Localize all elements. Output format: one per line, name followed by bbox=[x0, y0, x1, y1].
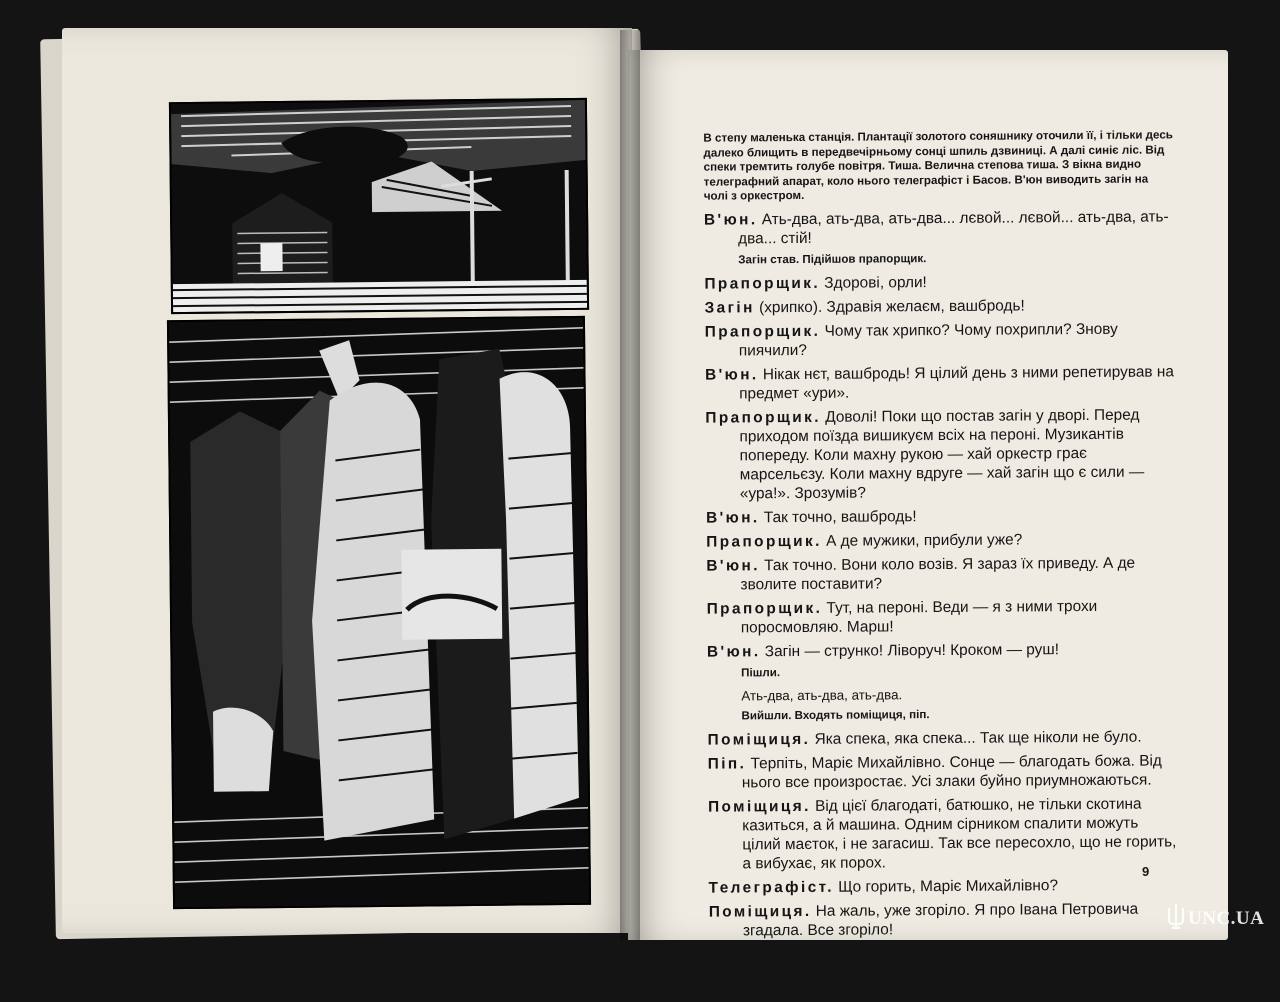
dialogue-line bbox=[709, 875, 1179, 897]
stage-direction: Вийшли. Входять поміщиця, піп. bbox=[741, 708, 930, 723]
dialogue-line bbox=[705, 295, 1175, 317]
dialogue-line bbox=[709, 942, 1179, 1002]
trident-watermark-icon bbox=[1166, 902, 1186, 932]
line-text: Так точно, вашбродь! bbox=[763, 507, 917, 526]
page-number: 9 bbox=[1142, 864, 1150, 879]
speaker-praporshchyk: Прапорщик. bbox=[704, 274, 821, 293]
dialogue-line bbox=[707, 639, 1177, 661]
line-text: Так точно. Вони коло возів. Я зараз їх приведу. А де зволите поставити? bbox=[740, 554, 1136, 593]
dialogue-line bbox=[705, 405, 1176, 503]
speaker-vyun: В'юн. bbox=[706, 556, 760, 575]
speaker-vyun: В'юн. bbox=[703, 211, 758, 229]
speaker-pip: Піп. bbox=[707, 755, 747, 773]
speaker-vyun: В'юн. bbox=[706, 642, 761, 661]
dialogue-line bbox=[709, 899, 1179, 940]
dialogue-line bbox=[708, 794, 1179, 873]
dialogue-line bbox=[704, 271, 1174, 293]
line-text: Ать-два, ать-два, ать-два... лєвой... лєвой... ать-два, ать-два... стій! bbox=[738, 208, 1169, 248]
speaker-telehrafist: Телеграфіст. bbox=[708, 878, 834, 897]
speaker-zahin: Загін bbox=[704, 298, 755, 317]
dialogue-line bbox=[707, 596, 1177, 637]
stage-direction-intro: В степу маленька станція. Плантації золотого соняшнику оточили її, і тільки десь далеко блищить в передвечірньому сонці шпиль дзвиниці. А далі синіє ліс. Від спеки тремтить голубе повітря. Тиша. Велична степова тиша. З вікна видно телеграфний апарат, коло нього телеграфіст і Басов. В'юн виводить загін на чолі з оркестром. bbox=[703, 128, 1173, 204]
speaker-praporshchyk: Прапорщик. bbox=[706, 599, 823, 618]
speaker-pomishchytsia: Поміщиця. bbox=[708, 797, 811, 816]
line-text: Загін — струнко! Ліворуч! Кроком — руш! bbox=[764, 640, 1060, 660]
book-gutter bbox=[620, 30, 640, 940]
speaker-praporshchyk: Прапорщик. bbox=[706, 532, 822, 551]
stage-direction: Пішли. bbox=[741, 665, 781, 679]
dialogue-line bbox=[706, 529, 1176, 551]
line-text: Тут, на пероні. Веди — я з ними трохи поросмовляю. Марш! bbox=[740, 597, 1098, 636]
line-text: Здравія желаєм, вашбродь! bbox=[826, 296, 1025, 316]
stage-direction: Загін став. Підійшов прапорщик. bbox=[738, 252, 927, 267]
line-text: Яка спека, яка спека... Так ще ніколи не було. bbox=[814, 728, 1142, 748]
dialogue-line bbox=[704, 207, 1174, 248]
dialogue-line bbox=[706, 505, 1176, 527]
dialogue-line bbox=[705, 319, 1175, 360]
speaker-vyun: В'юн. bbox=[704, 365, 759, 384]
line-text: На жаль, уже згоріло. Я про Івана Петровича згадала. Все згоріло! bbox=[742, 900, 1139, 940]
line-text: А де мужики, прибули уже? bbox=[825, 530, 1023, 550]
chant-line: Ать-два, ать-два, ать-два. bbox=[741, 687, 903, 704]
woodcut-figures-scene bbox=[167, 316, 591, 909]
line-text: Нікак нєт, вашбродь! Я цілий день з ними репетирував на предмет «ури». bbox=[739, 362, 1174, 402]
speaker-praporshchyk: Прапорщик. bbox=[704, 322, 821, 341]
line-text: Доволі! Поки що постав загін у дворі. Перед приходом поїзда вишикуєм всіх на пероні. Музикантів попереду. Коли махну рукою — хай оркестр грає марсельєзу. Коли махну вдруге — хай загін що є сили — «ура!». Зрозумів? bbox=[739, 406, 1145, 502]
line-text: Що горить, Маріє Михайлівно? bbox=[838, 876, 1059, 896]
play-text bbox=[703, 128, 1178, 1002]
speaker-praporshchyk: Прапорщик. bbox=[705, 408, 821, 427]
speaker-vyun: В'юн. bbox=[705, 508, 760, 527]
speaker-basov: Басов bbox=[709, 945, 769, 964]
dialogue-line bbox=[708, 751, 1178, 792]
line-text: Іван Петрович Бєсам винен. Ліберал. От і догрався. Казав я йому: «Беріть козаків на постій, організуйте самоохорону»,—він bbox=[743, 943, 1177, 1002]
woodcut-station-scene bbox=[169, 98, 589, 314]
line-direction: (обернувся до вікна телеграфіста). bbox=[772, 944, 1022, 963]
speaker-pomishchytsia: Поміщиця. bbox=[707, 730, 811, 749]
line-text: Здорові, орли! bbox=[824, 273, 927, 292]
line-text: Чому так хрипко? Чому похрипли? Знову пиячили? bbox=[738, 320, 1118, 359]
line-text: Від цієї благодаті, батюшко, не тільки скотина казиться, а й машина. Одним сірником спалити можуть цілий маєток, і не загасиш. Так все пересохло, що не горить, а вибухає, як порох. bbox=[742, 795, 1177, 873]
dialogue-line bbox=[708, 727, 1178, 749]
dialogue-line bbox=[706, 553, 1176, 594]
watermark: UNC.UA bbox=[1188, 908, 1265, 929]
speaker-pomishchytsia: Поміщиця. bbox=[708, 902, 812, 921]
line-text: Терпіть, Маріє Михайлівно. Сонце — благодать божа. Від нього все произростає. Усі злаки буйно приумножаються. bbox=[741, 752, 1162, 792]
dialogue-line bbox=[705, 362, 1175, 403]
line-direction: (хрипко). bbox=[758, 298, 823, 316]
